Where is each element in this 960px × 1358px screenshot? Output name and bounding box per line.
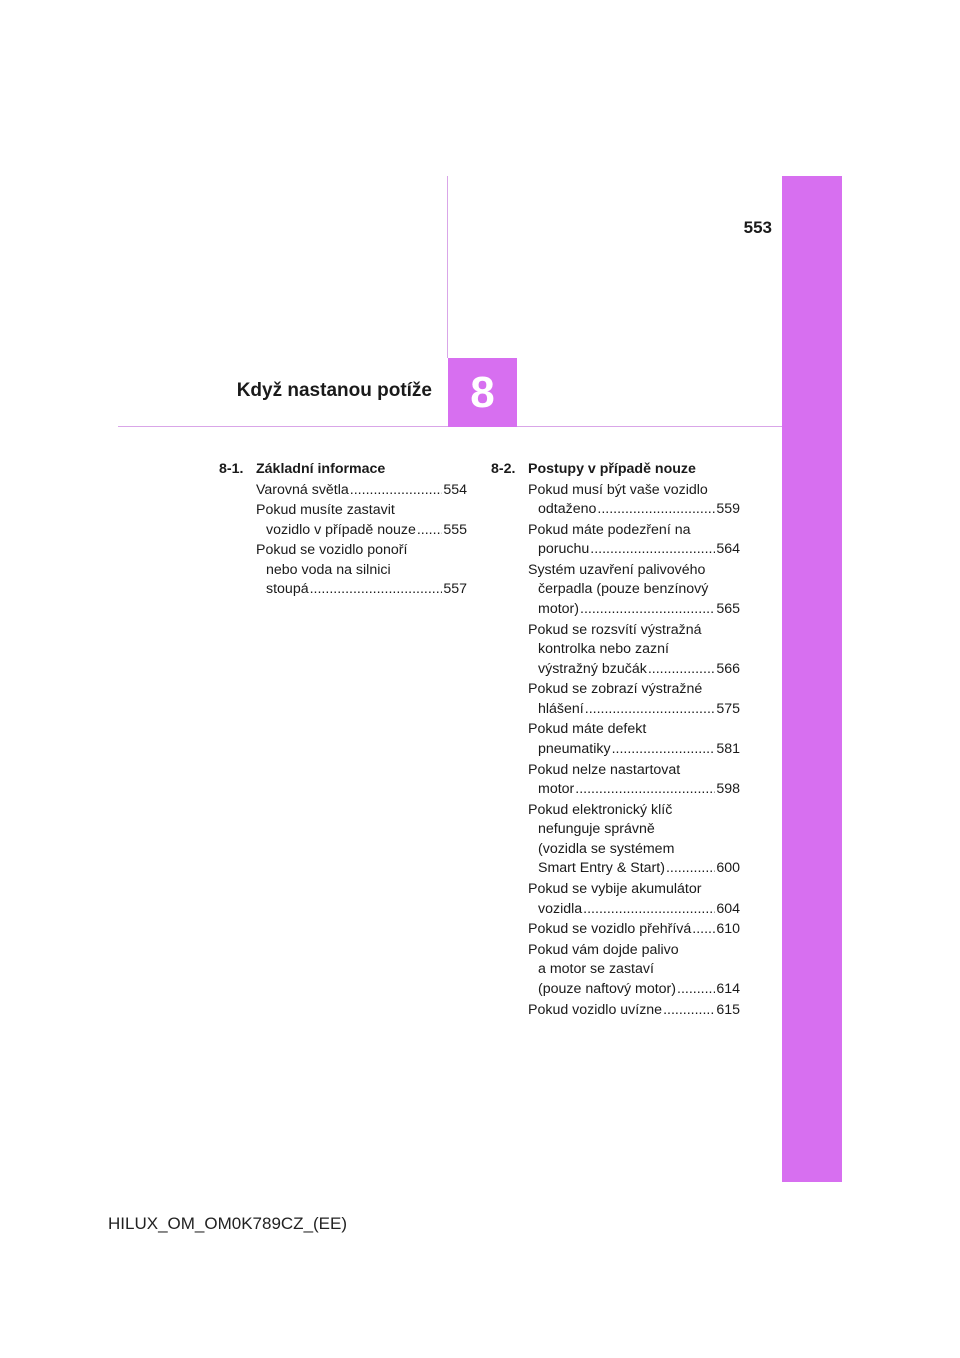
- toc-section-8-2: [491, 460, 740, 1021]
- toc-page-number: 610: [716, 921, 740, 938]
- toc-page-number: 604: [716, 900, 740, 917]
- toc-entry-text: Pokud musíte zastavit: [256, 502, 395, 519]
- toc-page-number: 565: [716, 600, 740, 617]
- toc-entry-text: Systém uzavření palivového: [528, 561, 706, 578]
- toc-entry-text: nebo voda na silnici: [266, 561, 391, 578]
- toc-entry-text: vozidlo v případě nouze: [266, 521, 416, 538]
- toc-entry-text: Pokud se vybije akumulátor: [528, 881, 702, 897]
- toc-entry-text: kontrolka nebo zazní: [538, 641, 669, 658]
- toc-entry-text: Pokud musí být vaše vozidlo: [528, 481, 708, 498]
- toc-entry-text: Pokud máte defekt: [528, 721, 647, 738]
- section-heading: [491, 460, 740, 480]
- toc-entry-text: výstražný bzučák: [538, 660, 647, 677]
- toc-entry-text: čerpadla (pouze benzínový: [538, 581, 709, 598]
- toc-entry-text: Pokud vám dojde palivo: [528, 941, 679, 958]
- dot-leader: [692, 920, 715, 940]
- section-number: 8-1.: [219, 461, 244, 477]
- toc-entry-text: Pokud vozidlo uvízne: [528, 1001, 663, 1018]
- toc-entry-text: odtaženo: [538, 501, 597, 517]
- toc-page-number: 600: [716, 860, 740, 877]
- dot-leader: [580, 600, 715, 620]
- toc-section-8-1: [219, 460, 467, 601]
- toc-entry-text: a motor se zastaví: [538, 961, 654, 978]
- toc-entry-text: Varovná světla: [256, 481, 349, 498]
- dot-leader: [597, 500, 715, 520]
- toc-entry-link[interactable]: [256, 501, 467, 540]
- toc-entry-link[interactable]: [528, 801, 740, 879]
- dot-leader: [663, 1001, 715, 1021]
- toc-entry-text: pneumatiky: [538, 740, 611, 757]
- toc-entry-link[interactable]: [528, 920, 740, 940]
- dot-leader: [648, 660, 716, 680]
- toc-entry-text: (pouze naftový motor): [538, 980, 676, 997]
- dot-leader: [583, 900, 715, 920]
- toc-entry-text: Pokud se zobrazí výstražné: [528, 681, 703, 698]
- toc-page-number: 557: [443, 581, 467, 598]
- section-number: 8-2.: [491, 461, 516, 477]
- toc-page-number: 575: [716, 700, 740, 717]
- section-title: Základní informace: [256, 461, 386, 477]
- toc-entry-text: hlášení: [538, 700, 584, 717]
- section-title: Postupy v případě nouze: [528, 461, 696, 477]
- toc-entry-link[interactable]: [528, 941, 740, 1000]
- document-code: HILUX_OM_OM0K789CZ_(EE): [108, 1214, 348, 1233]
- toc-page-number: 615: [716, 1001, 740, 1018]
- toc-entry-link[interactable]: [256, 541, 467, 600]
- dot-leader: [612, 740, 716, 760]
- toc-entry-text: (vozidla se systémem: [538, 840, 675, 857]
- toc-entry-text: motor: [538, 781, 575, 798]
- toc-page-number: 566: [716, 660, 740, 677]
- toc-page-number: 581: [716, 740, 740, 757]
- chapter-number: 8: [470, 367, 495, 417]
- dot-leader: [417, 521, 442, 541]
- toc-entry-link[interactable]: [528, 680, 740, 719]
- toc-entry-text: poruchu: [538, 541, 590, 558]
- dot-leader: [575, 780, 715, 800]
- toc-entry-link[interactable]: [256, 481, 467, 501]
- toc-entry-link[interactable]: [528, 561, 740, 620]
- dot-leader: [350, 481, 443, 501]
- toc-entry-text: vozidla: [538, 900, 583, 917]
- chapter-side-tab: [782, 176, 842, 1182]
- toc-entry-text: Pokud elektronický klíč: [528, 801, 673, 818]
- toc-entry-text: nefunguje správně: [538, 821, 655, 838]
- toc-entry-link[interactable]: [528, 720, 740, 759]
- toc-entry-link[interactable]: [528, 880, 740, 919]
- page-number: 553: [743, 218, 772, 237]
- toc-page-number: 559: [716, 501, 740, 517]
- chapter-title: Když nastanou potíže: [236, 380, 432, 401]
- toc-entry-text: Pokud se vozidlo ponoří: [256, 542, 408, 559]
- toc-entry-link[interactable]: [528, 1001, 740, 1021]
- dot-leader: [590, 540, 715, 560]
- toc-page-number: 555: [443, 521, 467, 538]
- dot-leader: [310, 580, 443, 600]
- toc-entry-text: motor): [538, 600, 579, 617]
- dot-leader: [585, 700, 716, 720]
- toc-page-number: 554: [443, 481, 467, 498]
- toc-entry-link[interactable]: [528, 761, 740, 800]
- dot-leader: [666, 859, 715, 879]
- chapter-number-box: [448, 358, 517, 427]
- vertical-rule: [447, 176, 448, 358]
- toc-page-number: 614: [716, 980, 740, 997]
- toc-entry-text: Pokud se rozsvítí výstražná: [528, 621, 702, 638]
- dot-leader: [677, 980, 715, 1000]
- section-heading: [219, 460, 467, 480]
- toc-entry-text: Pokud máte podezření na: [528, 521, 691, 538]
- toc-page-number: 598: [716, 781, 740, 798]
- toc-entry-link[interactable]: [528, 521, 740, 560]
- toc-entry-link[interactable]: [528, 621, 740, 680]
- toc-entry-link[interactable]: [528, 481, 740, 520]
- toc-entry-text: stoupá: [266, 581, 309, 598]
- toc-entry-text: Pokud se vozidlo přehřívá: [528, 921, 692, 938]
- toc-page-number: 564: [716, 541, 740, 558]
- toc-entry-text: Pokud nelze nastartovat: [528, 761, 681, 778]
- toc-entry-text: Smart Entry & Start): [538, 860, 665, 877]
